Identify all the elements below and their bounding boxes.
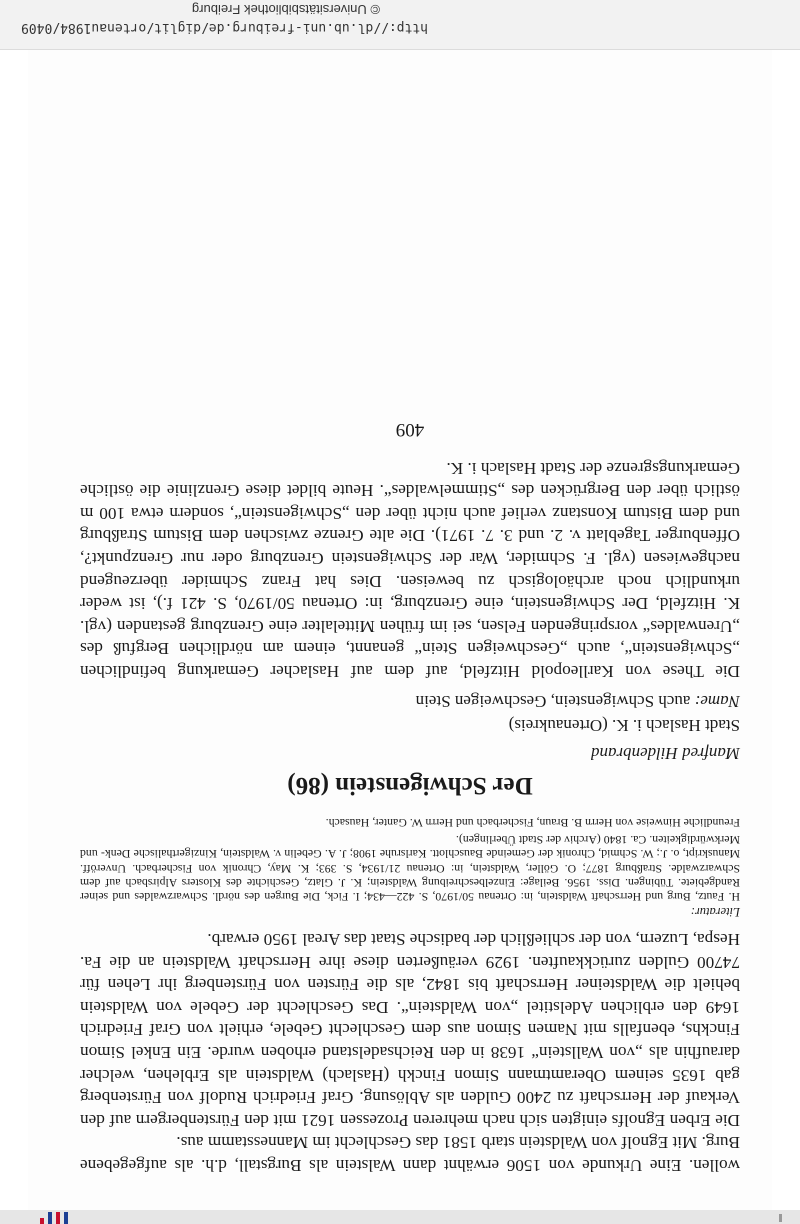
paragraph-3: Die These von Karlleopold Hitzfeld, auf dem auf Haslacher Gemarkung befindlichen „Schwigenstein“, auch „Geschweigen Stein“ genannt, einem am nördlichen Bergfuß des „Urenwaldes“ vorspringenden Felsen, sei im frühen Mittelalter eine Grenzburg gestanden (vgl. K. Hitzfeld, Der Schwigenstein, eine Grenzburg, in: Ortenau 50/1970, S. 421 f.), ist weder urkundlich noch archäologisch zu beweisen. Dies hat Franz Schmider überzeugend nachgewiesen (vgl. F. Schmider, War der Schwigenstein Grenzburg oder nur Grenzpunkt?, Offenburger Tageblatt v. 2. und 3. 7. 1971). Die alte Grenze zwischen dem Bistum Straßburg und dem Bistum Konstanz verlief auch nicht über den „Schwigenstein“, sondern etwa 100 m östlich über den Bergrücken des „Stimmelwaldes“. Heute bildet diese Grenzlinie die östliche Gemarkungsgrenze der Stadt Haslach i. K. xyxy=(80,458,740,682)
name-label: Name: xyxy=(694,692,740,712)
literature-text: H. Fautz, Burg und Herrschaft Waldstein, in: Ortenau 50/1970, S. 422—434; I. Fick, Die Burgen des nördl. Schwarzwaldes und seiner Randgebiete. Tübingen. Diss. 1956. Beilage: Einzelbeschreibung Waldstein; K. J. Glatz, Geschichte des Klosters Alpirsbach auf dem Schwarzwalde. Straßburg 1877; O. Göller, Waldstein, in: Ortenau 21/1934, S. 393; K. May, Chronik von Fischerbach. Unveröff. Manuskript, o. J.; W. Schmid, Chronik der Gemeinde Bauschlott. Karlsruhe 1908; J. A. Gebelin v. Waldstein, Kinzigerthalische Denk- und Merkwürdigkeiten. Ca. 1840 (Archiv der Stadt Überlingen). xyxy=(80,832,740,905)
acknowledgement-text: Freundliche Hinweise von Herrn B. Braun, Fischerbach und Herrn W. Ganter, Hausach. xyxy=(325,816,740,831)
name-line xyxy=(80,690,740,712)
copyright-text: © Universitätsbibliothek Freiburg xyxy=(191,2,380,17)
page-number: 409 xyxy=(395,419,425,441)
paragraph-1: wollen. Eine Urkunde von 1506 erwähnt dann Walstein als Burgstall, d.h. als aufgegebene Burg. Mit Egnolf von Waldstein starb 1581 das Geschlecht im Mannesstamm aus. xyxy=(80,1133,740,1175)
paragraph-2: Die Erben Egnolfs einigten sich nach mehreren Prozessen 1621 mit den Fürstenbergern auf den Verkauf der Herrschaft zu 2400 Gulden als Ablösung. Graf Friedrich Rudolf von Fürstenberg gab 1635 seinem Oberamtmann Simon Finckh (Haslach) Waldstein als Erblehen, welcher daraufhin als „von Wallstein“ 1638 in den Reichsadelstand erhoben wurde. Ein Enkel Simon Finckhs, ebenfalls mit Namen Simon aus dem Geschlecht Gebele, erhielt von Graf Friedrich 1649 den erblichen Adelstitel „von Waldstein“. Das Geschlecht der Gebele von Waldstein behielt die Waldsteiner Herrschaft bis 1842, als die Fürsten von Fürstenberg ihr Lehen für 74700 Gulden zurückkauften. 1929 veräußerten diese ihre Herrschaft Waldstein an die Fa. Hespa, Luzern, von der schließlich der badische Staat das Areal 1950 erwarb. xyxy=(80,930,740,1130)
section-heading: Der Schwigenstein (86) xyxy=(287,772,533,800)
library-logo-icon xyxy=(18,1212,68,1224)
place-line: Stadt Haslach i. K. (Ortenaukreis) xyxy=(508,716,740,736)
top-strip xyxy=(0,1210,800,1224)
footer-bar xyxy=(0,0,800,50)
scan-marker xyxy=(779,1214,782,1222)
literature-label: Literatur: xyxy=(690,905,740,920)
source-url-link[interactable]: http://dl.ub.uni-freiburg.de/diglit/ortenau1984/0409 xyxy=(21,20,428,35)
page-content xyxy=(80,418,740,1176)
name-value: auch Schwigenstein, Geschweigen Stein xyxy=(415,692,691,712)
author-name: Manfred Hildenbrand xyxy=(590,744,740,764)
